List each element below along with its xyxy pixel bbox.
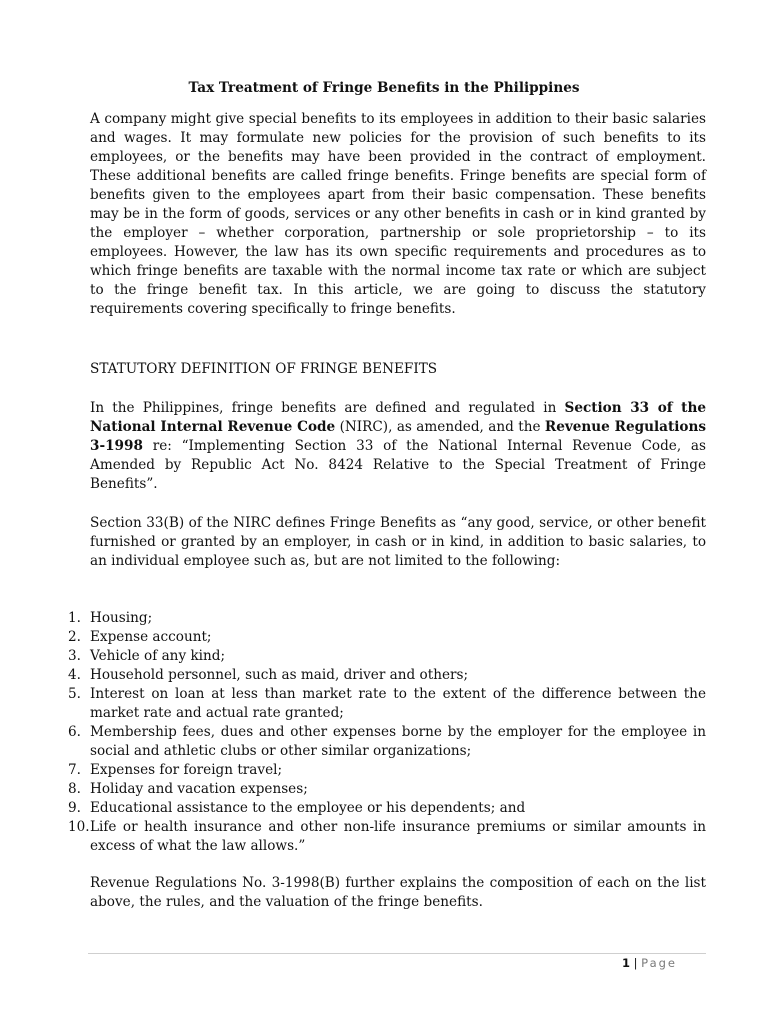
list-item: [52, 609, 706, 628]
list-item: [52, 761, 706, 780]
list-item-text: Life or health insurance and other non-life insurance premiums or similar amounts in excess of what the law allows.”: [90, 819, 706, 854]
section-heading-block: [90, 360, 706, 379]
definition-text-3: re: “Implementing Section 33 of the National Internal Revenue Code, as Amended by Republic Act No. 8424 Relative to the Special Treatment of Fringe Benefits”.: [90, 438, 706, 492]
list-item-number: 10.: [68, 819, 90, 835]
list-item: [52, 666, 706, 685]
list-item-text: Expenses for foreign travel;: [90, 762, 283, 778]
definition-paragraph: [90, 399, 706, 494]
intro-paragraph-block: [90, 110, 706, 319]
list-item-text: Household personnel, such as maid, driver and others;: [90, 667, 469, 683]
definition-bold-revenue-regulations: Revenue Regulations 3-1998: [90, 419, 706, 454]
footer-divider: [88, 953, 706, 954]
section-heading: STATUTORY DEFINITION OF FRINGE BENEFITS: [90, 361, 438, 377]
page-footer: [622, 956, 677, 970]
list-item-number: 7.: [68, 762, 81, 778]
list-item-number: 4.: [68, 667, 81, 683]
list-item-text: Holiday and vacation expenses;: [90, 781, 308, 797]
page-label: Page: [641, 956, 677, 970]
list-item-text: Housing;: [90, 610, 153, 626]
footer-separator: |: [633, 956, 638, 970]
intro-paragraph: A company might give special benefits to its employees in addition to their basic salaries and wages. It may formulate new policies for the provision of such benefits to its employees, or the benefits may have been provided in the contract of employment. These additional benefits are called fringe benefits. Fringe benefits are special form of benefits given to the employees apart from their basic compensation. These benefits may be in the form of goods, services or any other benefits in cash or in kind granted by the employer – whether corporation, partnership or sole proprietorship – to its employees. However, the law has its own specific requirements and procedures as to which fringe benefits are taxable with the normal income tax rate or which are subject to the fringe benefit tax. In this article, we are going to discuss the statutory requirements covering specifically to fringe benefits.: [90, 111, 706, 317]
list-item-number: 5.: [68, 686, 81, 702]
closing-paragraph: Revenue Regulations No. 3-1998(B) further explains the composition of each on the list above, the rules, and the valuation of the fringe benefits.: [90, 875, 706, 910]
list-item: [52, 780, 706, 799]
definition-text-2: (NIRC), as amended, and the: [335, 419, 545, 435]
list-item-text: Interest on loan at less than market rate to the extent of the difference between the market rate and actual rate granted;: [90, 686, 706, 721]
closing-paragraph-block: [90, 874, 706, 912]
fringe-benefits-list: [52, 609, 706, 856]
list-item: [52, 628, 706, 647]
list-item-number: 8.: [68, 781, 81, 797]
list-item: [52, 685, 706, 723]
list-item-text: Educational assistance to the employee or his dependents; and: [90, 800, 526, 816]
list-item-number: 1.: [68, 610, 81, 626]
list-item: [52, 799, 706, 818]
definition-bold-nirc: Section 33 of the National Internal Revenue Code: [90, 400, 706, 435]
page-number: 1: [621, 956, 630, 970]
section33b-paragraph-block: [90, 514, 706, 571]
list-item-text: Membership fees, dues and other expenses borne by the employer for the employee in social and athletic clubs or other similar organizations;: [90, 724, 706, 759]
list-item-number: 9.: [68, 800, 81, 816]
definition-text-1: In the Philippines, fringe benefits are defined and regulated in: [90, 400, 565, 416]
list-item-text: Vehicle of any kind;: [90, 648, 226, 664]
list-item-number: 2.: [68, 629, 81, 645]
list-item: [52, 723, 706, 761]
list-item: [52, 818, 706, 856]
definition-paragraph-block: [90, 399, 706, 494]
list-item-number: 6.: [68, 724, 81, 740]
section33b-paragraph: Section 33(B) of the NIRC defines Fringe Benefits as “any good, service, or other benefit furnished or granted by an employer, in cash or in kind, in addition to basic salaries, to an individual employee such as, but are not limited to the following:: [90, 515, 706, 569]
list-item-number: 3.: [68, 648, 81, 664]
list-item-text: Expense account;: [90, 629, 212, 645]
list-item: [52, 647, 706, 666]
document-title: Tax Treatment of Fringe Benefits in the Philippines: [188, 80, 580, 96]
